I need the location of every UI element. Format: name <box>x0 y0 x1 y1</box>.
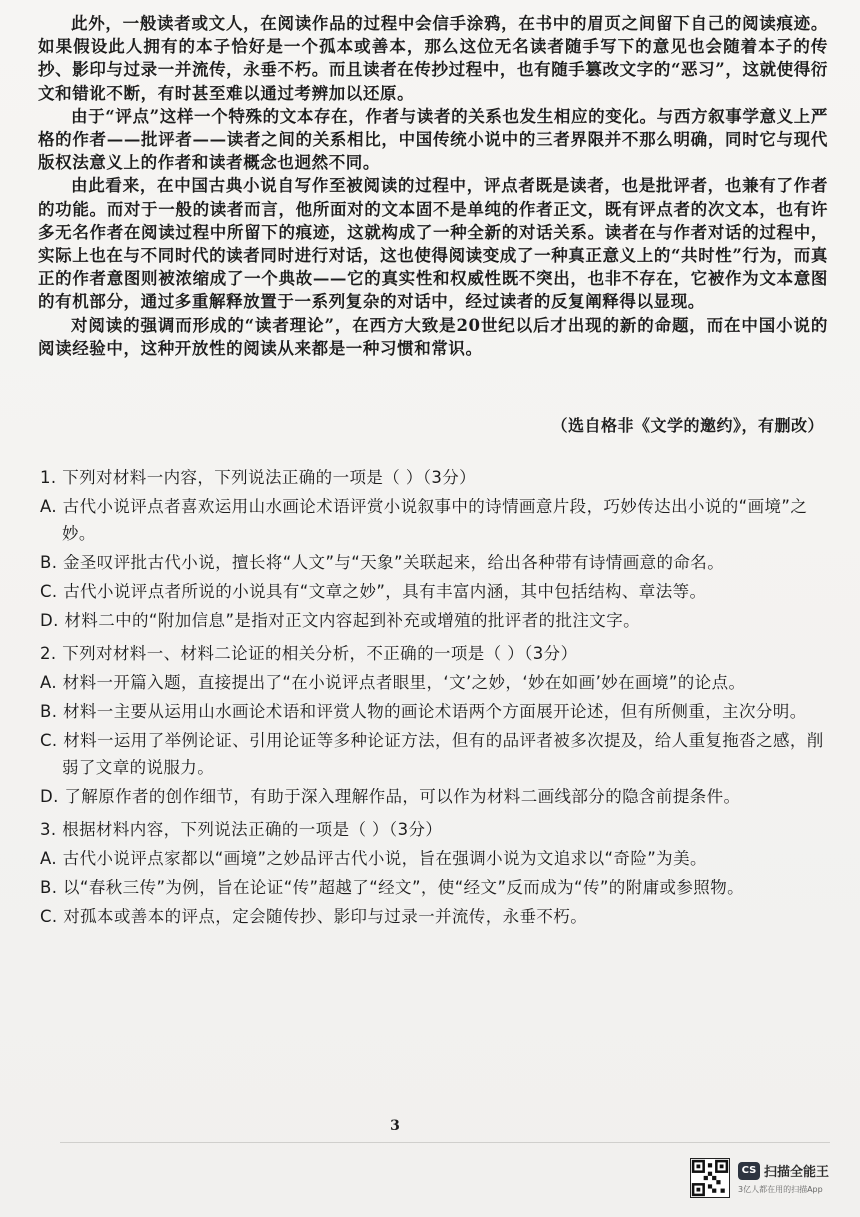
question-3-stem: 3. 根据材料内容，下列说法正确的一项是（ ）（3分） <box>40 820 443 839</box>
passage <box>38 12 828 360</box>
cs-logo-icon: CS <box>738 1162 760 1180</box>
passage-paragraph: 由此看来，在中国古典小说自写作至被阅读的过程中，评点者既是读者，也是批评者，也兼有了作者的功能。而对于一般的读者而言，他所面对的文本固不是单纯的作者正文，既有评点者的次文本，也有许多无名作者在阅读过程中所留下的痕迹，这就构成了一种全新的对话关系。读者在与作者对话的过程中，实际上也在与不同时代的读者同时进行对话，这也使得阅读变成了一种真正意义上的“共时性”行为，而真正的作者意图则被浓缩成了一个典故——它的真实性和权威性既不突出，也非不存在，它被作为文本意图的有机部分，通过多重解释放置于一系列复杂的对话中，经过读者的反复阐释得以显现。 <box>38 176 828 312</box>
question-2-stem: 2. 下列对材料一、材料二论证的相关分析，不正确的一项是（ ）（3分） <box>40 644 578 663</box>
passage-paragraph: 对阅读的强调而形成的“读者理论”，在西方大致是20世纪以后才出现的新的命题，而在中国小说的阅读经验中，这种开放性的阅读从来都是一种习惯和常识。 <box>38 315 828 358</box>
question-1-option-d: D. 材料二中的“附加信息”是指对正文内容起到补充或增殖的批评者的批注文字。 <box>40 611 640 630</box>
scanner-watermark <box>690 1158 860 1204</box>
question-2-option-c: C. 材料一运用了举例论证、引用论证等多种论证方法，但有的品评者被多次提及，给人重复拖沓之感，削弱了文章的说服力。 <box>40 731 824 777</box>
question-3-option-b: B. 以“春秋三传”为例，旨在论证“传”超越了“经文”，使“经文”反而成为“传”的附庸或参照物。 <box>40 878 744 897</box>
passage-source: （选自格非《文学的邀约》，有删改） <box>551 416 824 435</box>
question-2-option-b: B. 材料一主要从运用山水画论术语和评赏人物的画论术语两个方面展开论述，但有所侧重，主次分明。 <box>40 702 807 721</box>
passage-paragraph: 由于“评点”这样一个特殊的文本存在，作者与读者的关系也发生相应的变化。与西方叙事学意义上严格的作者——批评者——读者之间的关系相比，中国传统小说中的三者界限并不那么明确，同时它与现代版权法意义上的作者和读者概念也迥然不同。 <box>38 106 828 173</box>
question-1-option-c: C. 古代小说评点者所说的小说具有“文章之妙”，具有丰富内涵，其中包括结构、章法等。 <box>40 582 707 601</box>
question-1-stem: 1. 下列对材料一内容，下列说法正确的一项是（ ）（3分） <box>40 468 477 487</box>
passage-paragraph: 此外，一般读者或文人，在阅读作品的过程中会信手涂鸦，在书中的眉页之间留下自己的阅读痕迹。如果假设此人拥有的本子恰好是一个孤本或善本，那么这位无名读者随手写下的意见也会随着本子的传抄、影印与过录一并流传，永垂不朽。而且读者在传抄过程中，也有随手篡改文字的“恶习”，这就使得衍文和错讹不断，有时甚至难以通过考辨加以还原。 <box>38 14 828 103</box>
question-3-option-c: C. 对孤本或善本的评点，定会随传抄、影印与过录一并流传，永垂不朽。 <box>40 907 588 926</box>
footer-divider <box>60 1142 830 1143</box>
question-1-option-a: A. 古代小说评点者喜欢运用山水画论术语评赏小说叙事中的诗情画意片段，巧妙传达出小说的“画境”之妙。 <box>40 497 808 543</box>
question-1-option-b: B. 金圣叹评批古代小说，擅长将“人文”与“天象”关联起来，给出各种带有诗情画意的命名。 <box>40 553 725 572</box>
question-2-option-d: D. 了解原作者的创作细节，有助于深入理解作品，可以作为材料二画线部分的隐含前提条件。 <box>40 787 741 806</box>
qr-code-icon <box>690 1158 730 1198</box>
scanner-tagline: 3亿人都在用的扫描App <box>738 1185 823 1194</box>
question-2-option-a: A. 材料一开篇入题，直接提出了“在小说评点者眼里，‘文’之妙，‘妙在如画’妙在画境”的论点。 <box>40 673 746 692</box>
page-number: 3 <box>390 1118 400 1134</box>
scanner-brand: 扫描全能王 <box>764 1165 830 1180</box>
question-3-option-a: A. 古代小说评点家都以“画境”之妙品评古代小说，旨在强调小说为文追求以“奇险”为美。 <box>40 849 707 868</box>
question-list <box>40 458 830 932</box>
